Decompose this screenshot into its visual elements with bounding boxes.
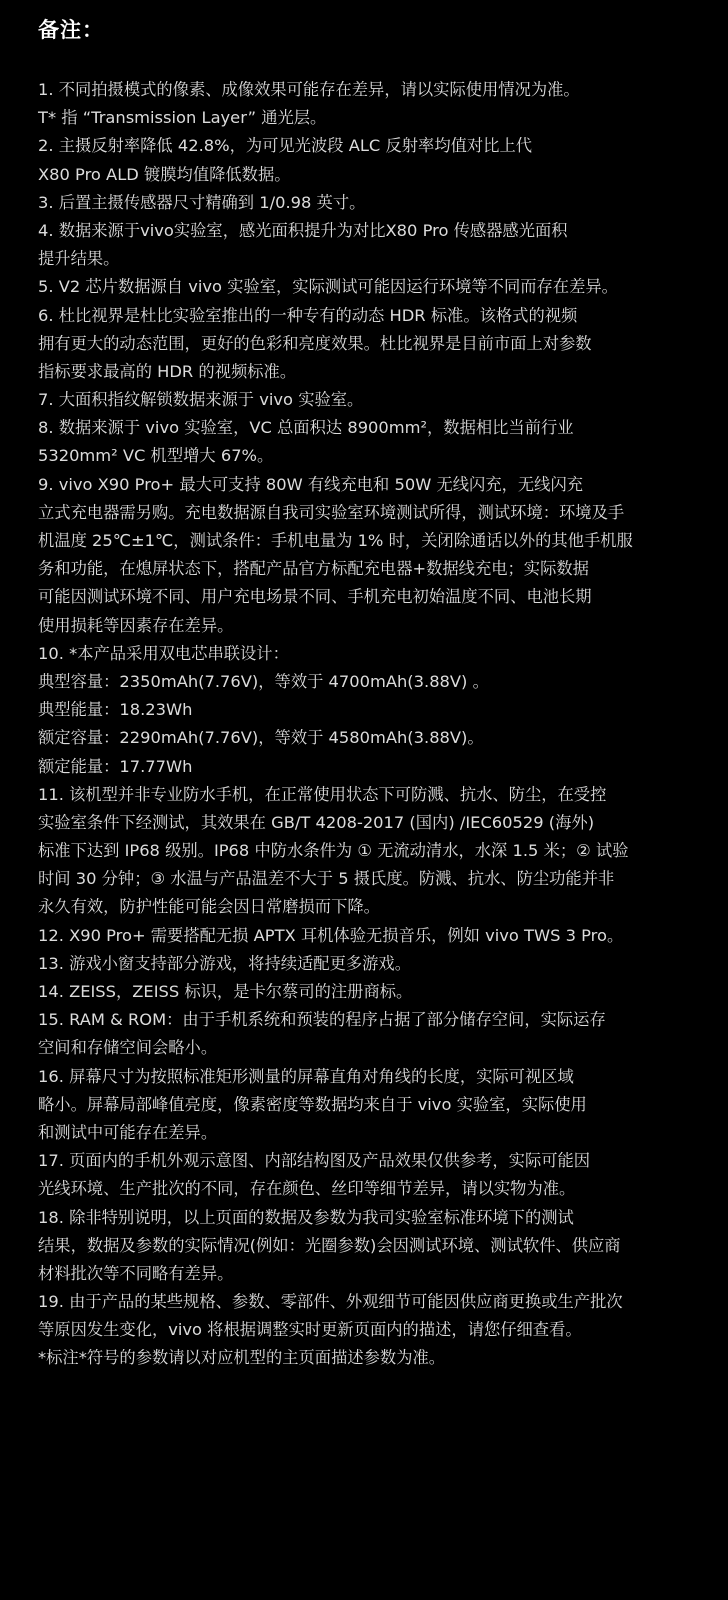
note-line: 时间 30 分钟；③ 水温与产品温差不大于 5 摄氏度。防溅、抗水、防尘功能并非 [38, 869, 615, 889]
note-line: 和测试中可能存在差异。 [38, 1122, 218, 1142]
note-line: 额定容量：2290mAh(7.76V)，等效于 4580mAh(3.88V)。 [38, 728, 484, 748]
page-title: 备注： [38, 18, 104, 42]
note-line: 务和功能，在熄屏状态下，搭配产品官方标配充电器+数据线充电；实际数据 [38, 559, 589, 579]
note-line: 15. RAM & ROM：由于手机系统和预装的程序占据了部分储存空间，实际运存 [38, 1010, 606, 1030]
note-line: 17. 页面内的手机外观示意图、内部结构图及产品效果仅供参考，实际可能因 [38, 1151, 591, 1171]
note-line: 2. 主摄反射率降低 42.8%，为可见光波段 ALC 反射率均值对比上代 [38, 136, 533, 156]
note-line: T* 指 “Transmission Layer” 通光层。 [38, 108, 327, 128]
note-line: 12. X90 Pro+ 需要搭配无损 APTX 耳机体验无损音乐，例如 vivo TWS 3 Pro。 [38, 925, 624, 945]
note-line: 实验室条件下经测试，其效果在 GB/T 4208-2017 (国内) /IEC60529 (海外) [38, 812, 595, 832]
note-line: 拥有更大的动态范围，更好的色彩和亮度效果。杜比视界是目前市面上对参数 [38, 333, 592, 353]
note-line: 19. 由于产品的某些规格、参数、零部件、外观细节可能因供应商更换或生产批次 [38, 1292, 623, 1312]
note-line: 典型能量：18.23Wh [38, 700, 193, 720]
note-line: 额定能量：17.77Wh [38, 756, 193, 776]
note-line: 5. V2 芯片数据源自 vivo 实验室，实际测试可能因运行环境等不同而存在差异。 [38, 277, 618, 297]
note-line: 可能因测试环境不同、用户充电场景不同、手机充电初始温度不同、电池长期 [38, 587, 592, 607]
note-line: 4. 数据来源于vivo实验室，感光面积提升为对比X80 Pro 传感器感光面积 [38, 220, 568, 240]
note-line: 11. 该机型并非专业防水手机，在正常使用状态下可防溅、抗水、防尘，在受控 [38, 784, 607, 804]
note-line: 5320mm² VC 机型增大 67%。 [38, 446, 274, 466]
note-line: 10. *本产品采用双电芯串联设计： [38, 643, 289, 663]
note-line: 7. 大面积指纹解锁数据来源于 vivo 实验室。 [38, 390, 364, 410]
note-line: 典型容量：2350mAh(7.76V)，等效于 4700mAh(3.88V) 。 [38, 671, 489, 691]
note-line: 等原因发生变化，vivo 将根据调整实时更新页面内的描述，请您仔细查看。 [38, 1320, 582, 1340]
note-line: 提升结果。 [38, 249, 120, 269]
note-line: X80 Pro ALD 镀膜均值降低数据。 [38, 164, 291, 184]
note-line: 3. 后置主摄传感器尺寸精确到 1/0.98 英寸。 [38, 192, 366, 212]
note-line: 9. vivo X90 Pro+ 最大可支持 80W 有线充电和 50W 无线闪充，无线闪充 [38, 474, 584, 494]
note-line: 立式充电器需另购。充电数据源自我司实验室环境测试所得，测试环境：环境及手 [38, 502, 625, 522]
note-line: 空间和存储空间会略小。 [38, 1038, 218, 1058]
note-line: *标注*符号的参数请以对应机型的主页面描述参数为准。 [38, 1348, 446, 1368]
note-line: 机温度 25℃±1℃，测试条件：手机电量为 1% 时，关闭除通话以外的其他手机服 [38, 531, 633, 550]
note-line: 永久有效，防护性能可能会因日常磨损而下降。 [38, 897, 380, 917]
note-line: 光线环境、生产批次的不同，存在颜色、丝印等细节差异，请以实物为准。 [38, 1179, 576, 1199]
note-line: 结果，数据及参数的实际情况(例如：光圈参数)会因测试环境、测试软件、供应商 [38, 1235, 621, 1255]
note-line: 16. 屏幕尺寸为按照标准矩形测量的屏幕直角对角线的长度，实际可视区域 [38, 1066, 574, 1086]
note-line: 略小。屏幕局部峰值亮度，像素密度等数据均来自于 vivo 实验室，实际使用 [38, 1094, 587, 1114]
note-line: 8. 数据来源于 vivo 实验室，VC 总面积达 8900mm²，数据相比当前行业 [38, 418, 574, 438]
note-line: 材料批次等不同略有差异。 [38, 1263, 234, 1283]
note-line: 指标要求最高的 HDR 的视频标准。 [38, 361, 297, 381]
note-line: 6. 杜比视界是杜比实验室推出的一种专有的动态 HDR 标准。该格式的视频 [38, 305, 578, 325]
note-line: 14. ZEISS，ZEISS 标识，是卡尔蔡司的注册商标。 [38, 982, 413, 1001]
note-line: 标准下达到 IP68 级别。IP68 中防水条件为 ① 无流动清水，水深 1.5 米；② 试验 [38, 841, 629, 861]
note-line: 13. 游戏小窗支持部分游戏，将持续适配更多游戏。 [38, 953, 411, 973]
note-line: 18. 除非特别说明，以上页面的数据及参数为我司实验室标准环境下的测试 [38, 1207, 574, 1227]
notes-list [38, 76, 706, 1373]
note-line: 使用损耗等因素存在差异。 [38, 615, 234, 635]
note-line: 1. 不同拍摄模式的像素、成像效果可能存在差异，请以实际使用情况为准。 [38, 80, 580, 99]
